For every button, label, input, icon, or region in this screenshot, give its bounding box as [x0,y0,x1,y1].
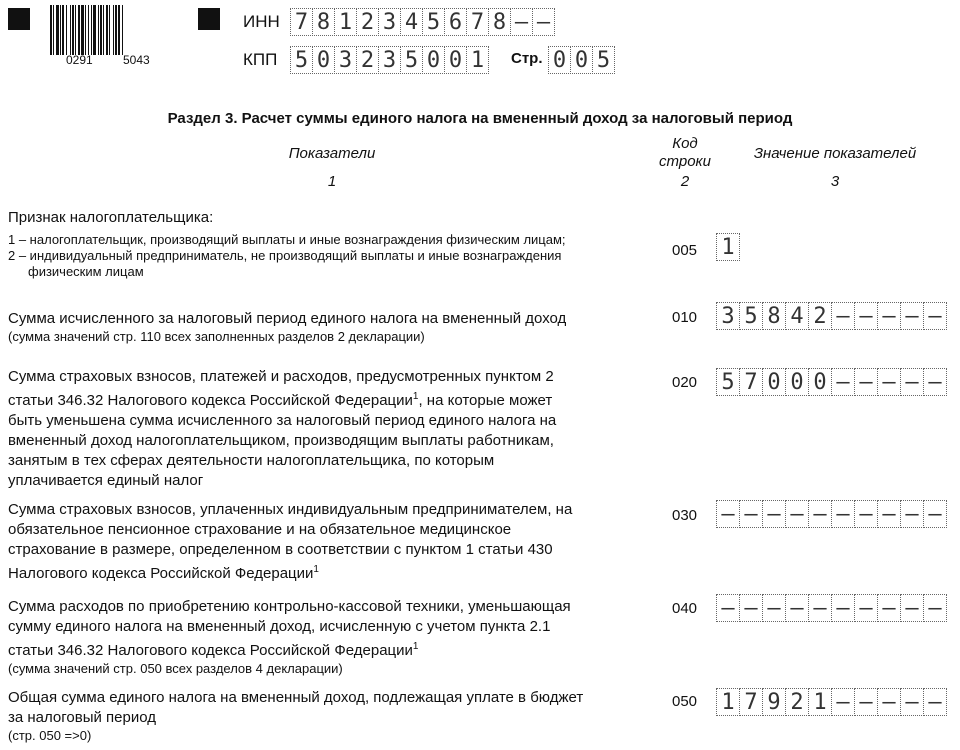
row-040-value-cell: – [831,594,855,622]
row-050-line-2: за налоговый период [8,709,157,726]
inn-cells [290,8,554,36]
row-030-line-1: Сумма страховых взносов, уплаченных индивидуальным предпринимателем, на [8,501,573,518]
row-020-line-5: занятым в тех сферах деятельности налогоплательщика, по которым [8,452,495,469]
row-030-value-cell: – [808,500,832,528]
inn-cell: – [510,8,533,36]
row-040-sub: (сумма значений стр. 050 всех разделов 4 декларации) [8,661,343,676]
row-050-value-cell: – [877,688,901,716]
row-040-text [8,597,648,677]
row-030-value-cell: – [739,500,763,528]
row-020-value-cell: – [900,368,924,396]
row-050-value-cell: – [831,688,855,716]
row-040-value-cell: – [762,594,786,622]
row-020-line-6: уплачивается единый налог [8,472,204,489]
row-010-code: 010 [672,309,698,326]
row-050-value-cell: – [923,688,947,716]
row-040-value-cell: – [854,594,878,622]
row-040-value-cell: – [785,594,809,622]
corner-marker-left [8,8,30,30]
row-020-line-4: вмененный доход налогоплательщиком, производящим выплаты работникам, [8,432,554,449]
row-030-line-2: обязательное пенсионное страхование и на обязательное медицинское [8,521,512,538]
row-010-value-cell: 3 [716,302,740,330]
row-020-value-cell: 5 [716,368,740,396]
barcode-number-left: 0291 [66,53,93,67]
row-040-code: 040 [672,600,698,617]
row-030-line-4: Налогового кодекса Российской Федерации [8,565,314,582]
row-030-text [8,500,648,584]
row-030-value-cell: – [831,500,855,528]
inn-cell: 8 [488,8,511,36]
row-020-value-cell: 0 [762,368,786,396]
row-050-line-1: Общая сумма единого налога на вмененный доход, подлежащая уплате в бюджет [8,689,584,706]
col-value-header: Значение показателей [753,145,917,162]
inn-cell: 1 [334,8,357,36]
page-cells [548,46,614,74]
row-030-value-cell: – [785,500,809,528]
kpp-cell: 2 [356,46,379,74]
inn-cell: 5 [422,8,445,36]
row-030-value-cell: – [877,500,901,528]
row-010-value-cell: – [877,302,901,330]
kpp-cell: 5 [400,46,423,74]
row-040-value-cell: – [808,594,832,622]
row-040-value-cell: – [716,594,740,622]
inn-label: ИНН [243,12,280,31]
row-010-sub: (сумма значений стр. 110 всех заполненных разделов 2 декларации) [8,329,425,344]
row-020-line-2-wrap [8,387,648,411]
row-020-line-2-tail: , на которые может [418,392,553,409]
row-050-text [8,688,648,744]
row-005-value-cell: 1 [716,233,740,261]
row-020-line-2: статьи 346.32 Налогового кодекса Российской Федерации [8,392,413,409]
row-050-value-cell: 7 [739,688,763,716]
kpp-cell: 0 [444,46,467,74]
row-010-value-cell: 5 [739,302,763,330]
row-005-value [716,233,739,261]
row-050-value [716,688,946,716]
row-020-value-cell: 7 [739,368,763,396]
row-040-line-1: Сумма расходов по приобретению контрольно-кассовой техники, уменьшающая [8,598,571,615]
row-030-value [716,500,946,528]
row-040-value-cell: – [923,594,947,622]
row-010-value-cell: 8 [762,302,786,330]
row-050-sub: (стр. 050 =>0) [8,728,92,743]
kpp-cell: 3 [334,46,357,74]
row-050-value-cell: – [900,688,924,716]
barcode-bar [123,5,124,55]
row-010-line: Сумма исчисленного за налоговый период единого налога на вмененный доход [8,310,567,327]
kpp-cell: 0 [312,46,335,74]
row-050-code: 050 [672,693,698,710]
col-code-header-line1: Код [672,135,698,152]
row-020-value-cell: – [923,368,947,396]
inn-cell: 3 [378,8,401,36]
row-005-text [8,208,648,280]
row-050-value-cell: 1 [808,688,832,716]
row-010-value-cell: – [831,302,855,330]
row-020-text [8,367,648,491]
row-030-value-cell: – [716,500,740,528]
row-030-line-3: страхование в размере, определенном в соответствии с пунктом 1 статьи 430 [8,541,553,558]
row-005-sub-2: 2 – индивидуальный предприниматель, не производящий выплаты и иные вознаграждения [8,248,562,263]
row-040-value [716,594,946,622]
row-010-value-cell: 2 [808,302,832,330]
kpp-cells [290,46,488,74]
row-040-value-cell: – [900,594,924,622]
row-040-value-cell: – [739,594,763,622]
row-030-footnote: 1 [313,564,319,575]
row-010-value-cell: – [923,302,947,330]
row-010-value [716,302,946,330]
row-040-value-cell: – [877,594,901,622]
row-030-value-cell: – [900,500,924,528]
row-030-value-cell: – [762,500,786,528]
row-040-line-3-wrap [8,637,648,661]
row-010-value-cell: 4 [785,302,809,330]
row-020-value-cell: – [831,368,855,396]
inn-cell: 6 [444,8,467,36]
page-cell: 5 [592,46,615,74]
kpp-label: КПП [243,50,278,69]
row-040-line-3: статьи 346.32 Налогового кодекса Российской Федерации [8,642,413,659]
row-005-line: Признак налогоплательщика: [8,209,214,226]
row-040-footnote: 1 [412,641,419,652]
page-label: Стр. [511,50,543,67]
kpp-cell: 1 [466,46,489,74]
row-010-value-cell: – [900,302,924,330]
row-020-value-cell: 0 [785,368,809,396]
corner-marker-right [198,8,220,30]
barcode-number-right: 5043 [123,53,150,67]
row-020-value-cell: – [854,368,878,396]
kpp-cell: 0 [422,46,445,74]
row-005-code: 005 [672,242,698,259]
col-num-2: 2 [680,173,690,190]
page-cell: 0 [548,46,571,74]
inn-cell: 8 [312,8,335,36]
row-030-value-cell: – [923,500,947,528]
col-num-3: 3 [830,173,840,190]
row-020-value [716,368,946,396]
row-010-text [8,309,648,345]
row-030-line-4-wrap [8,560,648,584]
row-020-line-1: Сумма страховых взносов, платежей и расходов, предусмотренных пунктом 2 [8,368,554,385]
row-010-value-cell: – [854,302,878,330]
col-num-1: 1 [327,173,337,190]
inn-cell: 2 [356,8,379,36]
row-020-code: 020 [672,374,698,391]
inn-cell: – [532,8,555,36]
row-005-sub-3: физическим лицам [28,264,144,279]
row-050-value-cell: 2 [785,688,809,716]
kpp-cell: 3 [378,46,401,74]
inn-cell: 7 [290,8,313,36]
page-cell: 0 [570,46,593,74]
section-title: Раздел 3. Расчет суммы единого налога на вмененный доход за налоговый период [167,110,793,127]
row-040-line-2: сумму единого налога на вмененный доход, исчисленную с учетом пункта 2.1 [8,618,551,635]
row-020-line-3: быть уменьшена сумма исчисленного за налоговый период единого налога на [8,412,557,429]
kpp-cell: 5 [290,46,313,74]
row-020-footnote: 1 [412,391,419,402]
row-020-value-cell: – [877,368,901,396]
barcode [50,5,156,55]
row-050-value-cell: 9 [762,688,786,716]
row-050-value-cell: 1 [716,688,740,716]
row-050-value-cell: – [854,688,878,716]
col-code-header-line2: строки [659,153,711,170]
col-indicators-header: Показатели [288,145,376,162]
inn-cell: 7 [466,8,489,36]
row-030-code: 030 [672,507,698,524]
inn-cell: 4 [400,8,423,36]
row-030-value-cell: – [854,500,878,528]
row-020-value-cell: 0 [808,368,832,396]
row-005-sub-1: 1 – налогоплательщик, производящий выплаты и иные вознаграждения физическим лицам; [8,232,566,247]
